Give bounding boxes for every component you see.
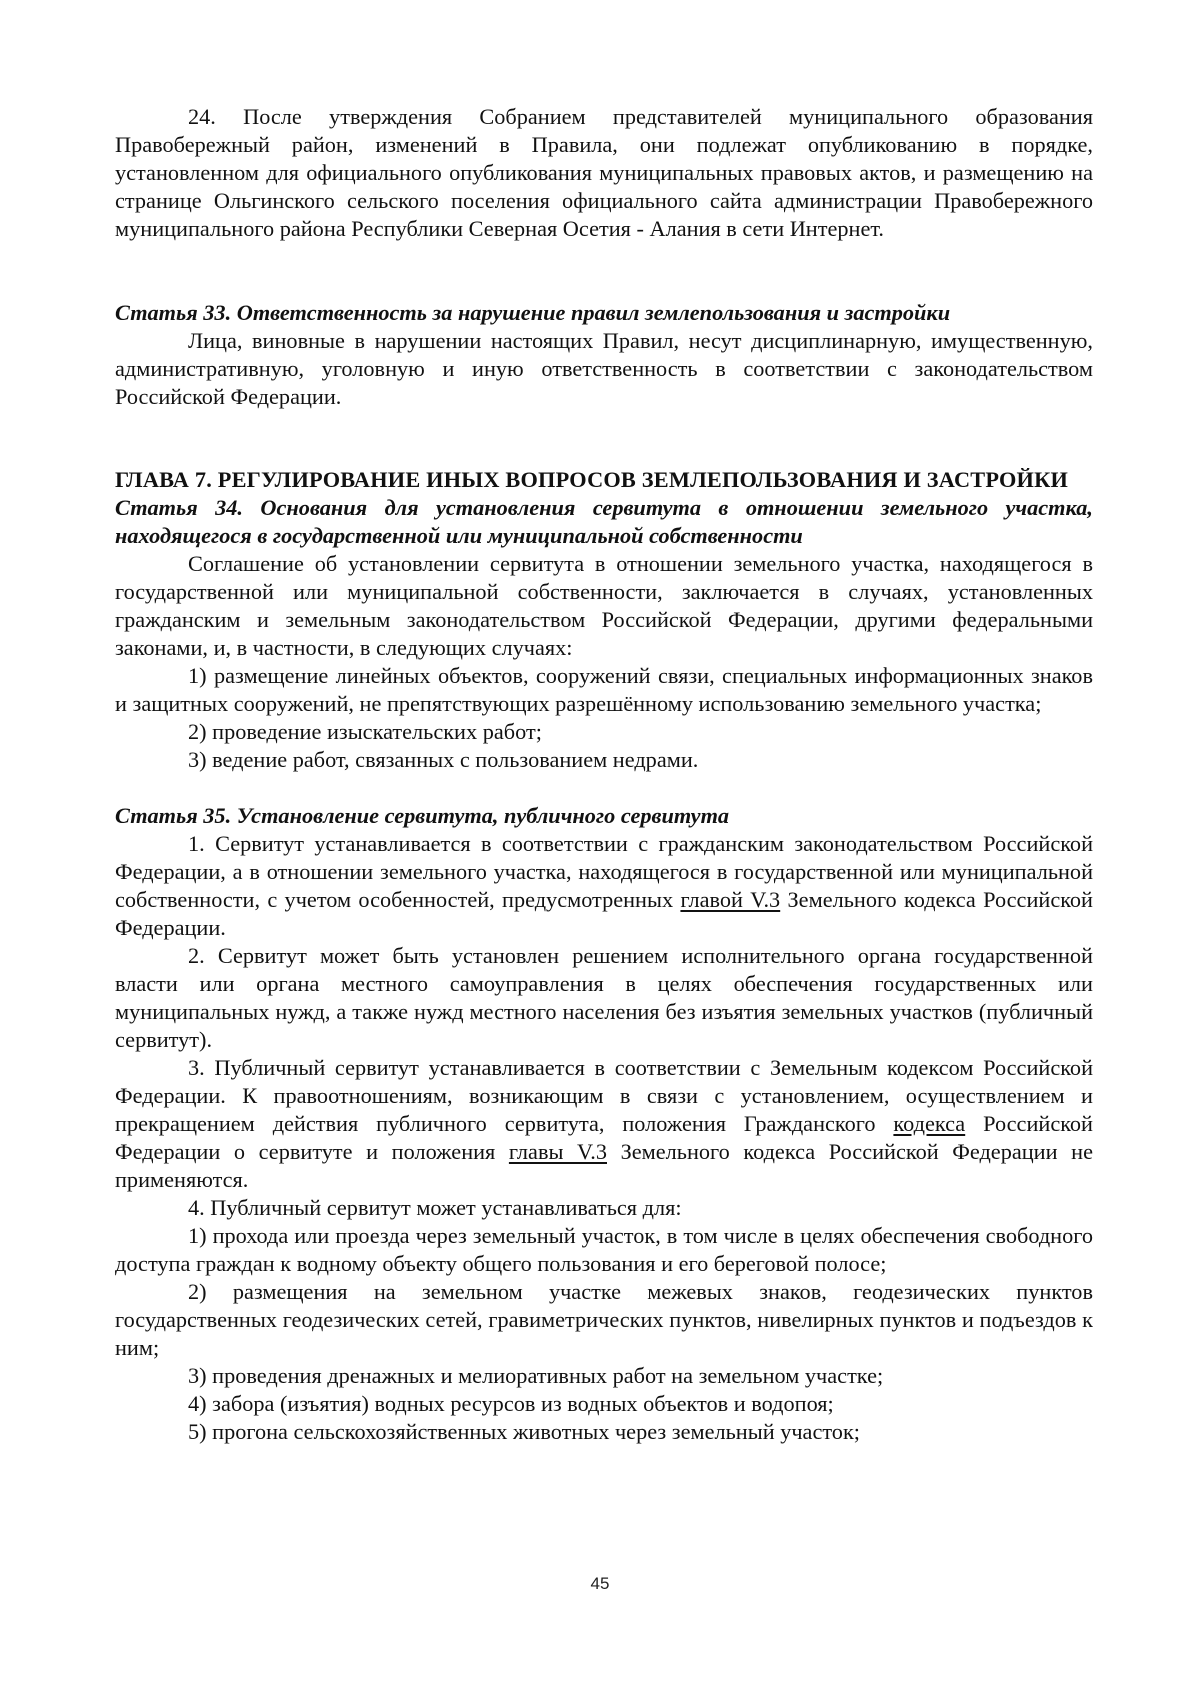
article-33-title: Статья 33. Ответственность за нарушение правил землепользования и застройки [115, 300, 951, 325]
article-35-paragraph-1: 1. Сервитут устанавливается в соответствии с гражданским законодательством Российской Федерации, а в отношении земельного участка, находящегося в государственной или муниципальной собственности, с учетом особенностей, предусмотренных главой V.3 Земельного кодекса Российской Федерации. [115, 831, 1093, 940]
article-35-item-2: 2) размещения на земельном участке межевых знаков, геодезических пунктов государственных геодезических сетей, гравиметрических пунктов, нивелирных пунктов и подъездов к ним; [115, 1279, 1093, 1360]
article-34-item-3: 3) ведение работ, связанных с пользованием недрами. [188, 747, 699, 772]
article-35-item-5: 5) прогона сельскохозяйственных животных через земельный участок; [188, 1419, 860, 1444]
article-34-intro: Соглашение об установлении сервитута в отношении земельного участка, находящегося в государственной или муниципальной собственности, заключается в случаях, установленных гражданским и земельным законодательством Российской Федерации, другими федеральными законами, и, в частности, в следующих случаях: [115, 551, 1093, 660]
article-35-paragraph-2: 2. Сервитут может быть установлен решением исполнительного органа государственной власти или органа местного самоуправления в целях обеспечения государственных или муниципальных нужд, а также нужд местного населения без изъятия земельных участков (публичный сервитут). [115, 943, 1093, 1052]
article-34-item-1: 1) размещение линейных объектов, сооружений связи, специальных информационных знаков и защитных сооружений, не препятствующих разрешённому использованию земельного участка; [115, 663, 1093, 716]
article-35-item-3: 3) проведения дренажных и мелиоративных работ на земельном участке; [188, 1363, 884, 1388]
article-34-item-2: 2) проведение изыскательских работ; [188, 719, 542, 744]
spacer [115, 774, 1093, 802]
spacer [115, 411, 1093, 465]
spacer [115, 243, 1093, 299]
article-35-item-1: 1) прохода или проезда через земельный участок, в том числе в целях обеспечения свободного доступа граждан к водному объекту общего пользования и его береговой полосе; [115, 1223, 1093, 1276]
link-civil-code[interactable]: кодекса [893, 1111, 966, 1136]
link-chapter-v3[interactable]: главы V.3 [508, 1139, 607, 1164]
chapter-7-heading: ГЛАВА 7. РЕГУЛИРОВАНИЕ ИНЫХ ВОПРОСОВ ЗЕМЛЕПОЛЬЗОВАНИЯ И ЗАСТРОЙКИ [115, 467, 1069, 492]
link-chapter-v3[interactable]: главой V.3 [680, 887, 781, 912]
article-35-paragraph-4: 4. Публичный сервитут может устанавливаться для: [188, 1195, 682, 1220]
article-35-title: Статья 35. Установление сервитута, публичного сервитута [115, 803, 730, 828]
article-35-item-4: 4) забора (изъятия) водных ресурсов из водных объектов и водопоя; [188, 1391, 834, 1416]
paragraph-24: 24. После утверждения Собранием представителей муниципального образования Правобережный район, изменений в Правила, они подлежат опубликованию в порядке, установленном для официального опубликования муниципальных правовых актов, и размещению на странице Ольгинского сельского поселения официального сайта администрации Правобережного муниципального района Республики Северная Осетия - Алания в сети Интернет. [115, 104, 1093, 241]
article-34-title: Статья 34. Основания для установления сервитута в отношении земельного участка, находящегося в государственной или муниципальной собственности [115, 495, 1093, 548]
article-35-paragraph-3: 3. Публичный сервитут устанавливается в соответствии с Земельным кодексом Российской Федерации. К правоотношениям, возникающим в связи с установлением, осуществлением и прекращением действия публичного сервитута, положения Гражданского кодекса Российской Федерации о сервитуте и положения главы V.3 Земельного кодекса Российской Федерации не применяются. [115, 1055, 1093, 1192]
article-33-text: Лица, виновные в нарушении настоящих Правил, несут дисциплинарную, имущественную, административную, уголовную и иную ответственность в соответствии с законодательством Российской Федерации. [115, 328, 1093, 409]
document-page [115, 103, 1093, 1446]
page-number: 45 [590, 1574, 610, 1593]
